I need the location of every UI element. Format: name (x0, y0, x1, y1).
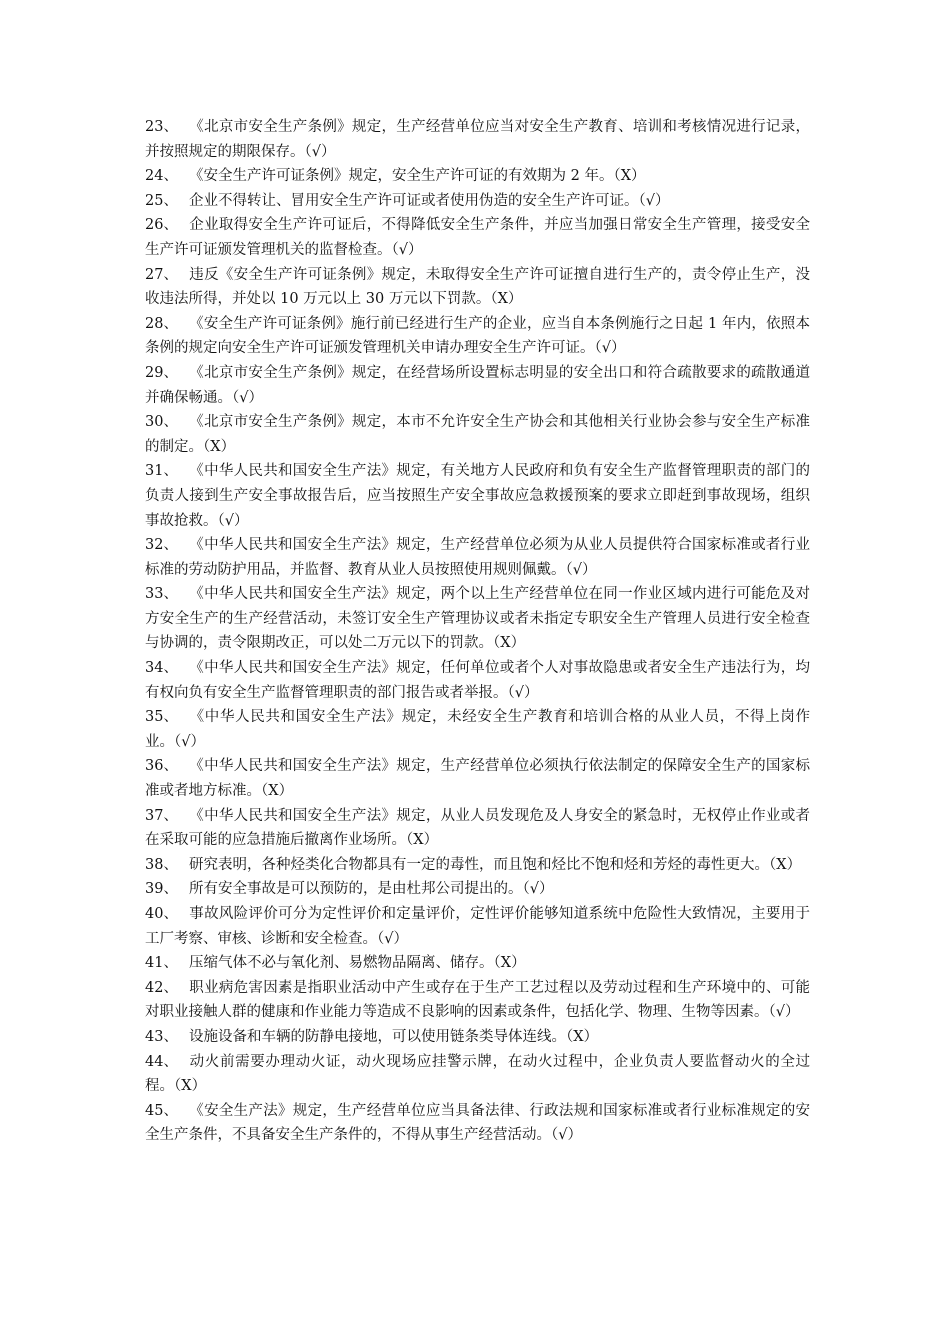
question-item-24 (145, 164, 810, 189)
question-text: 研究表明，各种烃类化合物都具有一定的毒性，而且饱和烃比不饱和烃和芳烃的毒性更大。（X） (189, 856, 802, 873)
question-item-45 (145, 1099, 810, 1148)
question-number: 38、 (145, 856, 178, 873)
question-text: 《安全生产许可证条例》施行前已经进行生产的企业，应当自本条例施行之日起 1 年内，依照本条例的规定向安全生产许可证颁发管理机关申请办理安全生产许可证。（√） (145, 315, 810, 357)
question-text: 动火前需要办理动火证，动火现场应挂警示牌，在动火过程中，企业负责人要监督动火的全过程。（X） (145, 1053, 810, 1095)
question-number: 44、 (145, 1053, 178, 1070)
question-number: 23、 (145, 119, 178, 135)
question-text: 《安全生产许可证条例》规定，安全生产许可证的有效期为 2 年。（X） (189, 168, 646, 185)
question-text: 《中华人民共和国安全生产法》规定，从业人员发现危及人身安全的紧急时，无权停止作业或者在采取可能的应急措施后撤离作业场所。（X） (145, 807, 810, 849)
question-item-23 (145, 115, 810, 164)
question-text: 企业取得安全生产许可证后，不得降低安全生产条件，并应当加强日常安全生产管理，接受安全生产许可证颁发管理机关的监督检查。（√） (145, 217, 810, 258)
question-text: 压缩气体不必与氧化剂、易燃物品隔离、储存。（X） (189, 955, 526, 972)
question-number: 33、 (145, 586, 178, 603)
question-text: 《中华人民共和国安全生产法》规定，生产经营单位必须执行依法制定的保障安全生产的国家标准或者地方标准。（X） (145, 758, 810, 800)
question-number: 34、 (145, 660, 178, 677)
question-item-39 (145, 877, 810, 902)
question-item-40 (145, 902, 810, 951)
question-number: 27、 (145, 266, 178, 283)
question-list (145, 115, 810, 1148)
question-item-33 (145, 582, 810, 656)
question-text: 《安全生产法》规定，生产经营单位应当具备法律、行政法规和国家标准或者行业标准规定的安全生产条件，不具备安全生产条件的，不得从事生产经营活动。（√） (145, 1102, 810, 1144)
question-item-38 (145, 853, 810, 878)
question-text: 设施设备和车辆的防静电接地，可以使用链条类导体连线。（X） (189, 1028, 599, 1045)
question-item-31 (145, 459, 810, 533)
question-item-28 (145, 312, 810, 361)
question-item-35 (145, 705, 810, 754)
question-number: 41、 (145, 955, 178, 972)
question-text: 《北京市安全生产条例》规定，本市不允许安全生产协会和其他相关行业协会参与安全生产标准的制定。（X） (145, 414, 810, 455)
question-number: 42、 (145, 979, 178, 996)
question-text: 企业不得转让、冒用安全生产许可证或者使用伪造的安全生产许可证。（√） (189, 192, 670, 209)
question-number: 32、 (145, 537, 178, 554)
question-number: 43、 (145, 1028, 178, 1045)
question-number: 29、 (145, 364, 178, 381)
question-text: 《中华人民共和国安全生产法》规定，未经安全生产教育和培训合格的从业人员，不得上岗作业。（√） (145, 709, 810, 750)
question-number: 26、 (145, 217, 178, 234)
question-number: 35、 (145, 709, 178, 726)
question-number: 36、 (145, 758, 178, 775)
question-text: 《北京市安全生产条例》规定，生产经营单位应当对安全生产教育、培训和考核情况进行记录，并按照规定的期限保存。（√） (145, 119, 810, 160)
question-text: 《中华人民共和国安全生产法》规定，生产经营单位必须为从业人员提供符合国家标准或者行业标准的劳动防护用品，并监督、教育从业人员按照使用规则佩戴。（√） (145, 537, 810, 578)
question-item-41 (145, 951, 810, 976)
question-number: 31、 (145, 463, 178, 480)
question-item-43 (145, 1025, 810, 1050)
question-item-25 (145, 189, 810, 214)
question-text: 《北京市安全生产条例》规定，在经营场所设置标志明显的安全出口和符合疏散要求的疏散通道并确保畅通。（√） (145, 364, 810, 406)
question-number: 39、 (145, 881, 178, 898)
question-item-26 (145, 213, 810, 262)
question-text: 违反《安全生产许可证条例》规定，未取得安全生产许可证擅自进行生产的，责令停止生产，没收违法所得，并处以 10 万元以上 30 万元以下罚款。（X） (145, 266, 810, 308)
question-item-34 (145, 656, 810, 705)
question-number: 28、 (145, 315, 178, 332)
question-number: 37、 (145, 807, 178, 824)
question-text: 《中华人民共和国安全生产法》规定，两个以上生产经营单位在同一作业区域内进行可能危及对方安全生产的生产经营活动，未签订安全生产管理协议或者未指定专职安全生产管理人员进行安全检查与协调的，责令限期改正，可以处二万元以下的罚款。（X） (145, 586, 810, 652)
question-text: 事故风险评价可分为定性评价和定量评价，定性评价能够知道系统中危险性大致情况，主要用于工厂考察、审核、诊断和安全检查。（√） (145, 906, 810, 947)
question-number: 25、 (145, 192, 178, 209)
question-item-27 (145, 263, 810, 312)
question-item-29 (145, 361, 810, 410)
question-text: 《中华人民共和国安全生产法》规定，任何单位或者个人对事故隐患或者安全生产违法行为，均有权向负有安全生产监督管理职责的部门报告或者举报。（√） (145, 660, 810, 701)
question-item-37 (145, 804, 810, 853)
question-number: 45、 (145, 1102, 178, 1119)
question-item-32 (145, 533, 810, 582)
question-text: 职业病危害因素是指职业活动中产生或存在于生产工艺过程以及劳动过程和生产环境中的、可能对职业接触人群的健康和作业能力等造成不良影响的因素或条件，包括化学、物理、生物等因素。（√） (145, 979, 810, 1021)
question-item-44 (145, 1050, 810, 1099)
question-number: 30、 (145, 414, 178, 431)
question-item-36 (145, 754, 810, 803)
question-item-30 (145, 410, 810, 459)
question-item-42 (145, 976, 810, 1025)
question-number: 24、 (145, 168, 178, 185)
question-text: 《中华人民共和国安全生产法》规定，有关地方人民政府和负有安全生产监督管理职责的部门的负责人接到生产安全事故报告后，应当按照生产安全事故应急救援预案的要求立即赶到事故现场，组织事故抢救。（√） (145, 463, 810, 529)
question-text: 所有安全事故是可以预防的，是由杜邦公司提出的。（√） (189, 881, 554, 898)
question-number: 40、 (145, 906, 178, 922)
